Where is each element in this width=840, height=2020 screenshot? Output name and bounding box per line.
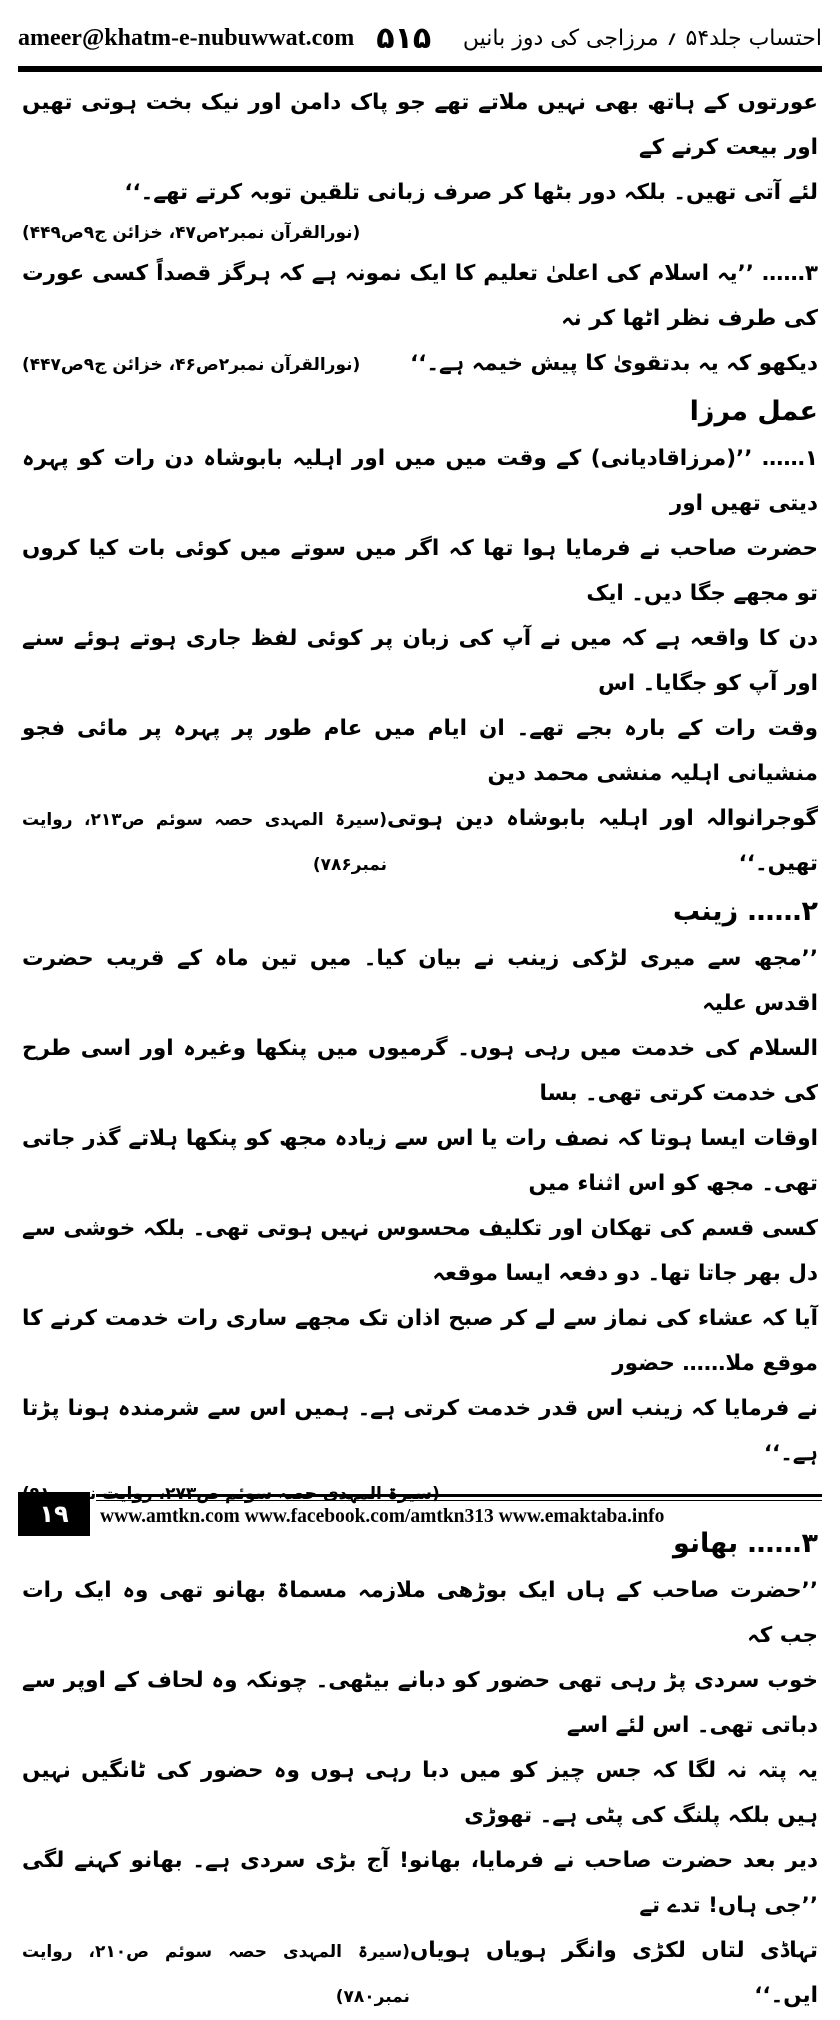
text-line: دیکھو کہ یہ بدتقویٰ کا پیش خیمہ ہے۔‘‘ [410, 351, 818, 376]
reference: (سیرۃ المہدی حصہ سوئم ص۲۱۰، روایت نمبر۷۸۰) [22, 1942, 410, 2007]
text-line: عورتوں کے ہاتھ بھی نہیں ملاتے تھے جو پاک دامن اور نیک بخت ہوتی تھیں اور بیعت کرنے کے [22, 90, 818, 160]
reference: (نورالقرآن نمبر۲ص۴۶، خزائن ج۹ص۴۴۷) [22, 355, 361, 375]
text-line: یہ پتہ نہ لگا کہ جس چیز کو میں دبا رہی ہوں وہ حضور کی ٹانگیں نہیں ہیں بلکہ پلنگ کی پٹی ہے۔ تھوڑی [22, 1758, 818, 1828]
footer-rule [96, 1494, 822, 1497]
text-line: وقت رات کے بارہ بجے تھے۔ ان ایام میں عام طور پر پہرہ پر مائی فجو منشیانی اہلیہ منشی محمد دین [22, 716, 818, 786]
text-line: کسی قسم کی تھکان اور تکلیف محسوس نہیں ہوتی تھی۔ بلکہ خوشی سے دل بھر جاتا تھا۔ دو دفعہ ایسا موقعہ [22, 1216, 818, 1286]
text-line: آیا کہ عشاء کی نماز سے لے کر صبح اذان تک مجھے ساری رات خدمت کرنے کا موقع ملا…… حضور [22, 1306, 818, 1376]
section-heading: ۳…… بھانو [672, 1528, 818, 1559]
text-line: ۱…… ’’(مرزاقادیانی) کے وقت میں میں اور اہلیہ بابوشاہ دن رات کو پہرہ دیتی تھیں اور [22, 446, 818, 516]
text-line: تہاڈی لتاں لکڑی وانگر ہویاں ہویاں ایں۔‘‘ [409, 1938, 818, 2008]
section-heading: عمل مرزا [689, 396, 818, 427]
text-line: لئے آتی تھیں۔ بلکہ دور بٹھا کر صرف زبانی تلقین توبہ کرتے تھے۔‘‘ [124, 180, 818, 205]
header-title: احتساب جلد۵۴ ؍ مرزاجی کی دوز بانیں [462, 25, 822, 51]
text-line: ’’مجھ سے میری لڑکی زینب نے بیان کیا۔ میں تین ماہ کے قریب حضرت اقدس علیہ [22, 946, 818, 1016]
footer-page-number: ۱۹ [18, 1492, 90, 1536]
reference: (نورالقرآن نمبر۲ص۴۷، خزائن ج۹ص۴۴۹) [22, 223, 361, 243]
reference: (سیرۃ المہدی حصہ سوئم ص۲۱۳، روایت نمبر۷۸۶) [22, 810, 388, 875]
text-line: خوب سردی پڑ رہی تھی حضور کو دبانے بیٹھی۔ چونکہ وہ لحاف کے اوپر سے دباتی تھی۔ اس لئے اسے [22, 1668, 818, 1738]
section-heading: ۲…… زینب [672, 896, 818, 927]
text-line: ۳…… ’’یہ اسلام کی اعلیٰ تعلیم کا ایک نمونہ ہے کہ ہرگز قصداً کسی عورت کی طرف نظر اٹھا کر نہ [22, 261, 818, 331]
text-line: دن کا واقعہ ہے کہ میں نے آپ کی زبان پر کوئی لفظ جاری ہوتے ہوئے سنے اور آپ کو جگایا۔ اس [22, 626, 818, 696]
text-line: حضرت صاحب نے فرمایا ہوا تھا کہ اگر میں سوتے میں کوئی بات کیا کروں تو مجھے جگا دیں۔ ایک [22, 536, 818, 606]
text-line: نے فرمایا کہ زینب اس قدر خدمت کرتی ہے۔ ہمیں اس سے شرمندہ ہونا پڑتا ہے۔‘‘ [22, 1396, 818, 1466]
page-header [18, 12, 822, 64]
text-line: ’’حضرت صاحب کے ہاں ایک بوڑھی ملازمہ مسماۃ بھانو تھی وہ ایک رات جب کہ [22, 1578, 818, 1648]
page-footer [0, 1490, 840, 1540]
text-line: اوقات ایسا ہوتا کہ نصف رات یا اس سے زیادہ مجھ کو پنکھا ہلاتے گذر جاتی تھی۔ مجھ کو اس اثناء میں [22, 1126, 818, 1196]
header-email: ameer@khatm-e-nubuwwat.com [18, 24, 355, 51]
text-line-with-reference [22, 1928, 818, 2020]
text-line-with-reference [22, 796, 818, 888]
header-left [18, 21, 431, 56]
text-line: دیر بعد حضرت صاحب نے فرمایا، بھانو! آج بڑی سردی ہے۔ بھانو کہنے لگی ’’جی ہاں! تدے تے [22, 1848, 818, 1918]
text-line-with-reference [22, 341, 818, 388]
text-line: السلام کی خدمت میں رہی ہوں۔ گرمیوں میں پنکھا وغیرہ اور اسی طرح کی خدمت کرتی تھی۔ بسا [22, 1036, 818, 1106]
footer-links: www.amtkn.com www.facebook.com/amtkn313 www.emaktaba.info [100, 1506, 665, 1527]
footer-rule-thin [96, 1500, 822, 1501]
header-rule [18, 66, 822, 72]
text-line: گوجرانوالہ اور اہلیہ بابوشاہ دین ہوتی تھیں۔‘‘ [387, 806, 818, 876]
header-page-number: ۵۱۵ [376, 20, 432, 56]
